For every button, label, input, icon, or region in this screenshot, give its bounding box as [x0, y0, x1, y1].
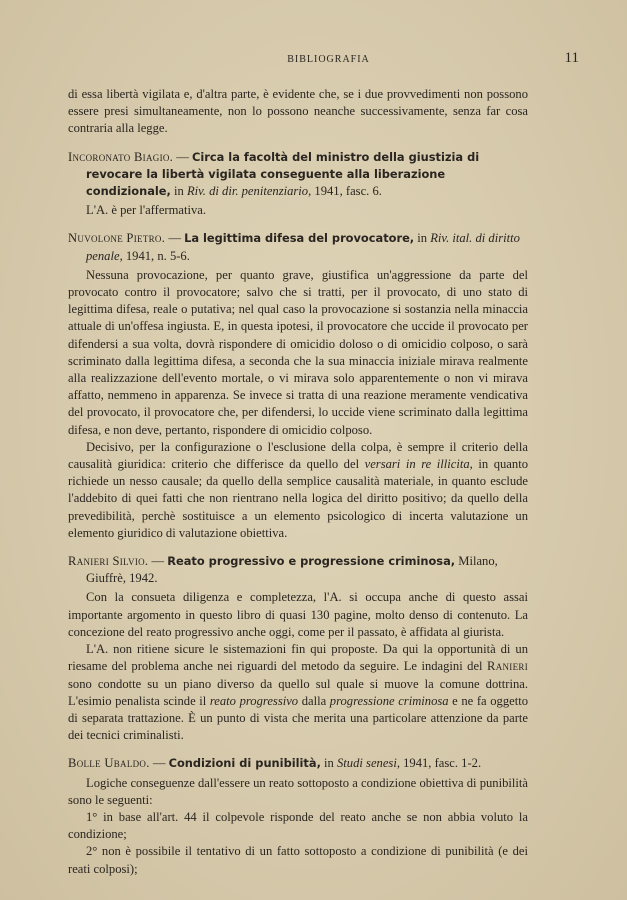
- entry-summary-incoronato: L'A. è per l'affermativa.: [86, 203, 207, 218]
- italic-term: reato progressivo: [209, 693, 299, 708]
- running-title: BIBLIOGRAFIA: [287, 54, 370, 65]
- entry-source: Studi senesi,: [337, 756, 400, 771]
- entry-title: La legittima difesa del provocatore,: [184, 231, 415, 246]
- entry-title: Condizioni di punibilità,: [168, 756, 321, 771]
- text-run: dalla: [298, 693, 330, 708]
- intro-paragraph: di essa libertà vigilata e, d'altra parte, è evidente che, se i due provvedimenti non possono essere presi simultaneamente, non lo possono neanche successivamente, senza far cosa contraria alla legge.: [68, 87, 528, 136]
- entry-in: in: [170, 184, 187, 199]
- entry-title: Reato progressivo e progressione criminosa,: [167, 554, 456, 569]
- entry-dash: —: [165, 231, 185, 246]
- small-caps-name: Ranieri: [487, 659, 528, 674]
- text-run: e ne fa oggetto di separata trattazione. È un punto di vista che merita una particolare attenzione da parte dei tecnici criminalisti.: [68, 693, 528, 743]
- entry-source: Riv. ital. di diritto penale,: [86, 231, 520, 263]
- entry-paragraph-bolle-1: Logiche conseguenze dall'essere un reato sottoposto a condizione obiettiva di punibilità sono le seguenti:: [68, 775, 528, 807]
- entry-dash: —: [149, 756, 169, 771]
- entry-details: 1941, fasc. 1-2.: [399, 756, 482, 771]
- entry-details: 1941, n. 5-6.: [122, 248, 190, 263]
- entry-author: Nuvolone Pietro.: [68, 231, 166, 246]
- entry-heading-incoronato: [68, 149, 528, 201]
- page-header: [68, 52, 589, 72]
- entry-heading-ranieri: [68, 553, 528, 587]
- entry-author: Ranieri Silvio.: [68, 554, 149, 569]
- entry-paragraph-ranieri-2: [68, 641, 528, 744]
- entry-details: 1941, fasc. 6.: [311, 184, 382, 199]
- entry-heading-bolle: [68, 755, 528, 772]
- entry-paragraph-bolle-2: 1° in base all'art. 44 il colpevole risponde del reato anche se non abbia voluto la condizione;: [68, 809, 528, 842]
- entry-dash: —: [173, 149, 193, 164]
- entry-author: Bolle Ubaldo.: [68, 756, 150, 771]
- entry-paragraph-ranieri-1: Con la consueta diligenza e completezza, l'A. si occupa anche di questo assai importante argomento in questo libro di quasi 130 pagine, molto denso di contenuto. La concezione del reato progressivo anche oggi, come per il passato, è affidata al giurista.: [68, 590, 528, 639]
- entry-heading-nuvolone: [68, 230, 528, 264]
- italic-term: progressione criminosa: [329, 693, 449, 708]
- entry-details: Milano, Giuffrè, 1942.: [86, 554, 498, 586]
- text-run: Decisivo, per la configurazione o l'esclusione della colpa, è sempre il criterio della causalità giuridica: criterio che differisce da quello del: [68, 439, 528, 472]
- entry-title: Circa la facoltà del ministro della giustizia di revocare la libertà vigilata conseguente alla liberazione condizionale,: [86, 149, 480, 199]
- entry-paragraph-nuvolone-1: Nessuna provocazione, per quanto grave, giustifica un'aggressione da parte del provocato contro il provocatore; salvo che si tratti, per il provocato, di uno stato di legittima difesa, reale o putativa; nel qual caso la provocazione si sostanzia nella minaccia attuale di un'offesa ingiusta. E, in questa ipotesi, il provocatore che uccide il provocato per difendersi a sua volta, dovrà rispondere di omicidio doloso o di omicidio colposo, o sarà scriminato dalla legittima difesa, a seconda che la sua minaccia iniziale mirava realmente alla realizzazione dell'evento mortale, o vi mirava solo apparentemente o non vi mirava affatto, nemmeno in apparenza. Se invece si tratta di una reazione meramente vendicativa del provocato, il provocatore che, per difendersi, lo uccide viene scriminato dalla legittima difesa, e non deve, pertanto, rispondere di omicidio colposo.: [68, 267, 528, 437]
- entry-source: Riv. di dir. penitenziario,: [186, 184, 312, 199]
- entry-dash: —: [148, 554, 168, 569]
- entry-in: in: [320, 756, 337, 771]
- page-number: 11: [564, 50, 579, 66]
- entry-paragraph-nuvolone-2: [68, 439, 528, 542]
- entry-paragraph-bolle-3: 2° non è possibile il tentativo di un fatto sottoposto a condizione di punibilità (e dei reati colposi);: [68, 844, 528, 876]
- text-run: L'A. non ritiene sicure le sistemazioni fin qui proposte. Da qui la opportunità di un riesame del problema anche nei riguardi del metodo da seguire. Le indagini del: [68, 642, 528, 674]
- entry-in: in: [414, 231, 431, 246]
- italic-term: versari in re illicita,: [364, 457, 473, 472]
- text-run: in quanto richiede un nesso causale; da quello della semplice causalità materiale, in quanto esclude l'addebito di quei fatti che non rientrano nella logica del diritto positivo; da quello della prevedibilità, perchè sostituisce a un elemento psicologico di incerta valutazione un elemento giuridico di valutazione obiettiva.: [68, 457, 528, 540]
- text-run: sono condotte su un piano diverso da quello sul quale si muove la comune dottrina. L'esimio penalista scinde il: [68, 676, 528, 708]
- page-content: [68, 86, 528, 878]
- entry-author: Incoronato Biagio.: [68, 149, 174, 164]
